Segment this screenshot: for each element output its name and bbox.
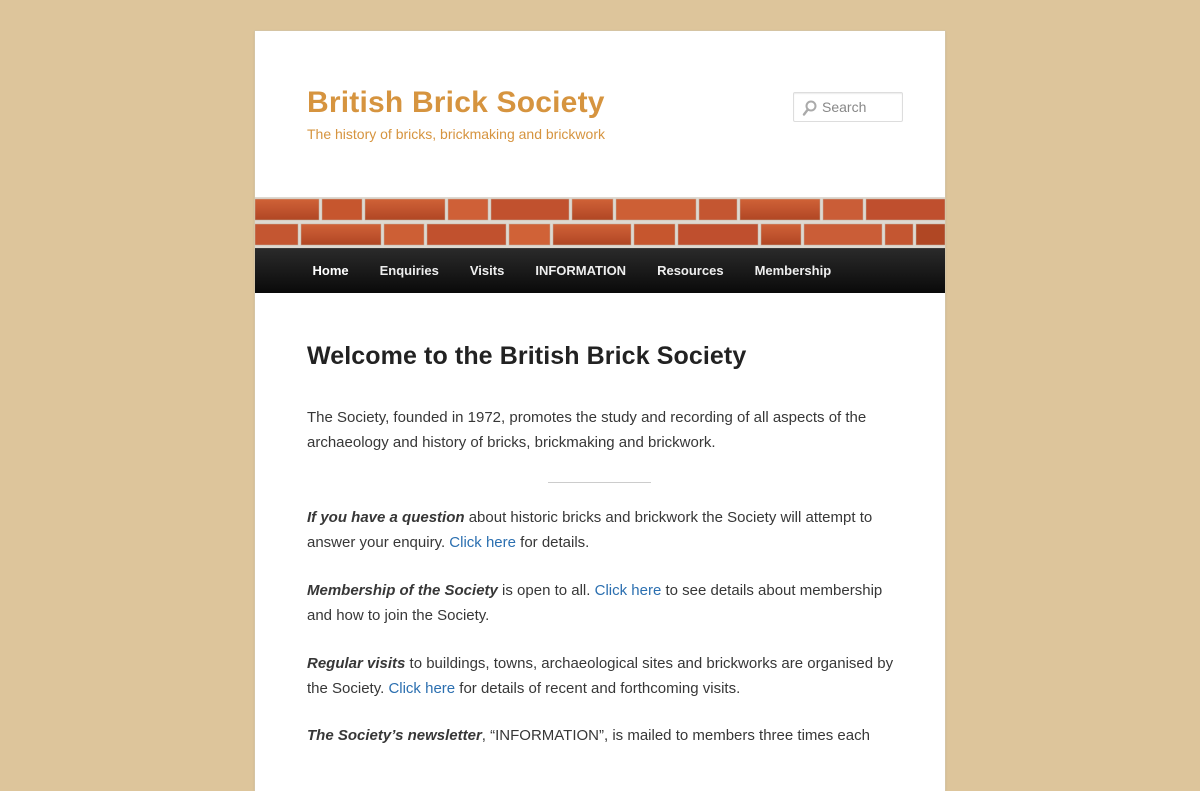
visits-link[interactable]: Click here (388, 679, 456, 697)
paragraph-text: , “INFORMATION”, is mailed to members three times each (481, 727, 870, 744)
site-description: The history of bricks, brickmaking and brickwork (307, 126, 605, 142)
paragraph-lead: Membership of the Society (307, 582, 498, 599)
search-box[interactable] (793, 92, 903, 122)
paragraph-text: about historic bricks and brickwork the Society will attempt to answer your enquiry. (307, 509, 873, 551)
brick-wall-banner (255, 197, 945, 248)
newsletter-paragraph (307, 724, 897, 749)
paragraph-text: for details of recent and forthcoming visits. (455, 679, 741, 697)
enquiries-link[interactable]: Click here (449, 533, 516, 551)
divider (548, 482, 651, 483)
nav-item-visits[interactable]: Visits (469, 263, 505, 278)
search-input[interactable] (822, 93, 902, 121)
nav-item-information[interactable]: INFORMATION (535, 263, 627, 278)
main-content (307, 340, 897, 744)
membership-paragraph (307, 579, 897, 628)
nav-item-resources[interactable]: Resources (657, 263, 724, 278)
visits-paragraph (307, 652, 897, 701)
site-title[interactable]: British Brick Society (307, 86, 605, 119)
page-title: Welcome to the British Brick Society (307, 342, 747, 370)
enquiries-paragraph (307, 506, 897, 555)
paragraph-lead: Regular visits (307, 655, 406, 672)
nav-item-enquiries[interactable]: Enquiries (379, 263, 439, 278)
paragraph-text: is open to all. (497, 582, 595, 599)
search-icon (802, 100, 818, 116)
nav-item-membership[interactable]: Membership (754, 263, 832, 278)
paragraph-text: to see details about membership and how to join the Society. (307, 582, 883, 624)
membership-link[interactable]: Click here (594, 582, 662, 599)
paragraph-lead: If you have a question (307, 509, 465, 526)
paragraph-text: to buildings, towns, archaeological sites and brickworks are organised by the Society. (307, 655, 894, 697)
paragraph-text: for details. (515, 533, 590, 551)
nav-item-home[interactable]: Home (312, 263, 349, 278)
intro-paragraph: The Society, founded in 1972, promotes the study and recording of all aspects of the archaeology and history of bricks, brickmaking and brickwork. (307, 409, 867, 451)
main-navigation (255, 248, 945, 293)
paragraph-lead: The Society’s newsletter (307, 727, 482, 744)
page-container (255, 31, 945, 791)
